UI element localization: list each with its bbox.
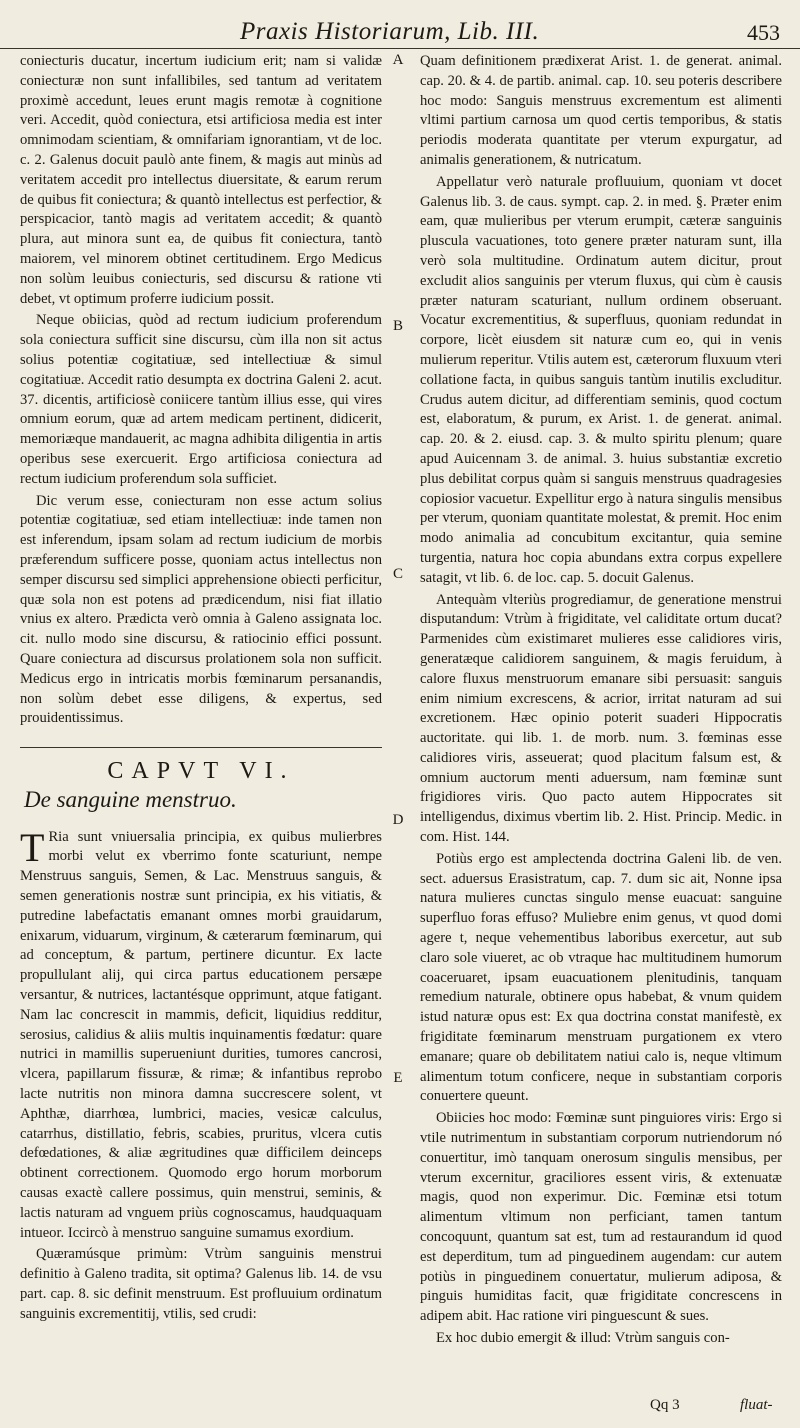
drop-cap: T xyxy=(20,824,45,870)
signature-mark: Qq 3 xyxy=(650,1397,680,1413)
chapter-subtitle: De sanguine menstruo. xyxy=(24,786,237,812)
margin-letter-e: E xyxy=(393,1070,403,1086)
section-divider xyxy=(20,747,382,748)
left-column xyxy=(20,52,382,1325)
page-header xyxy=(0,8,800,49)
paragraph: Antequàm vlteriùs progrediamur, de generatione menstrui disputandum: Vtrùm à frigiditate, vel caliditate ortum ducat? Parmenides cùm existimaret mulieres esse calidiores viris, generatæque calidiorem sanguinem, & magis feruidum, à calore fluxus menstruorum emanare sibi persuasit: sanguis enim nimium excrescens, & acrior, irritat naturam ad sui excretionem. Hæc opinio poterit suaderi Hippocratis auctoritate. qui lib. 1. de morb. num. 3. fœminas esse calidiores viris, asseuerat; quod placitum falsum est, & omnium auctorum menti aduersum, nam fœminæ sunt frigidiores viris. Quo pacto autem Hippocrates sit intelligendus, diximus vbertim lib. 2. Hist. Princip. Medic. in com. Hist. 144. xyxy=(420,591,782,846)
page-number: 453 xyxy=(747,20,780,45)
paragraph: Appellatur verò naturale profluuium, quoniam vt docet Galenus lib. 3. de caus. sympt. cap. 2. in med. §. Præter enim eam, quæ mulieribus per vterum erumpit, cæteræ sanguinis pluscula vacuationes, toto genere præter naturam sunt, illa verò sola multitudine. Ordinatum autem dicitur, prout excludit alios sanguinis per vterum fluxus, qui cùm è causis præter naturam scaturiant, nullum ordinem obseruant. Vocatur excrementitius, & superfluus, quoniam redundat in corpore, licèt eiusdem sit naturæ cum eo, qui in venis mulierum reperitur. Vtilis autem est, cæterorum fluxuum vteri collatione facta, in quibus sanguis tantùm inutilis excluditur. Crudus autem dicitur, ad differentiam seminis, quod coctum est, elaboratum, & purum, ex Arist. 1. de generat. animal. cap. 20. & 2. eiusd. cap. 3. & multo spiritu plenum; quare apud Auicennam 3. de animal. 3. huius substantiæ excretio plus debilitat corpus quàm si sanguis menstruus quadragesies copiosior vacuetur. Expellitur ergo à natura singulis mensibus per vterum, quoniam quantitate molestat, & premit. Hoc enim modo animalia ad concubitum excitantur, quia semine turgentia, natura hoc copia abundans extra corpus expellere satagit, vt lib. 6. de loc. cap. 5. docuit Galenus. xyxy=(420,173,782,586)
chapter-paragraph xyxy=(20,824,382,1244)
right-column xyxy=(420,52,782,1349)
margin-letter-d: D xyxy=(392,812,404,828)
running-title: Praxis Historiarum, Lib. III. xyxy=(240,18,540,45)
paragraph: Obiicies hoc modo: Fœminæ sunt pinguiores viris: Ergo si vtile nutrimentum in substantiam corporum nutriendorum nó conuertitur, imò tanquam onerosum singulis mensibus, per vterum excernitur, graciliores essent viris, & extenuatæ magis, quod non experimur. Dic. Fœminæ etsi totum alimentum vltimum non perficiant, tamen tantum concoquunt, quantum sat est, tum ad restaurandum id quod est deperditum, tum ad pinguedinem augendam: cur autem potiùs in pinguedinem conuertatur, mulierum adiposa, & pinguis humiditas facit, quæ frigiditate concrescens in adipem abit. Hac ratione viri pinguescunt & sues. xyxy=(420,1110,782,1325)
catchword: fluat- xyxy=(740,1397,773,1413)
chapter-paragraph: Quæramúsque primùm: Vtrùm sanguinis menstrui definitio à Galeno tradita, sit optima? Galenus lib. 14. de vsu part. cap. 8. sic definit menstruum. Est profluuium ordinatum sanguinis excrementitij, vtilis, sed crudi: xyxy=(20,1246,382,1322)
paragraph: Quam definitionem prædixerat Arist. 1. de generat. animal. cap. 20. & 4. de partib. animal. cap. 10. seu poteris describere hoc modo: Sanguis menstruus excrementum est alimenti vltimi partium carnosa um quod certis temporibus, & statis periodis moderata quantitate per vterum expurgatur, ad animalis generationem, & nutricatum. xyxy=(420,53,782,168)
paragraph: Neque obiicias, quòd ad rectum iudicium proferendum sola coniectura sufficit sine discursu, cùm illa non sit actus solius potentiæ cogitatiuæ, sed intellectiuæ & simul cogitatiuæ. Accedit ratio desumpta ex doctrina Galeni 2. acut. 37. dicentis, artificiosè coniicere tantùm illius esse, qui vires omnium eorum, quæ ad artem medicam pertinent, didicerit, memoriæque mandauerit, ac magna adhibita diligentia in artis operibus sese exercuerit. Ergo artificiosa coniectura ad rectum iudicium proferendum sola sufficiet. xyxy=(20,312,382,487)
chapter-heading: CAPVT VI. xyxy=(107,758,295,785)
paragraph: coniecturis ducatur, incertum iudicium erit; nam si validæ coniecturæ non sunt infallibiles, sed tantum ad veritatem proximè accedunt, leues erunt magis remotæ à cognitione veri. Accedit, quòd coniectura, etsi artificiosa media est inter omnimodam scientiam, & omnifariam ignorantiam, vt de loc. c. 2. Galenus docuit paulò ante finem, & magis aut minùs ad veritatem accedit pro intellectus diuersitate, & earum rerum de quibus fit coniectura; & quantò intellectus est perfectior, & perspicacior, tantò magis ad veritatem accedit; & quantò plura, aut minora sunt ea, de quibus fit coniectura, tantò maiorem, vel minorem obtinet certitudinem. Ergo Medicus non solùm leuibus coniecturis, sed discursu & ratione vti debet, vt optimum proferre iudicium possit. xyxy=(20,53,382,307)
paragraph: Dic verum esse, coniecturam non esse actum solius potentiæ cogitatiuæ, sed etiam intellectiuæ: inde tamen non est inferendum, ipsam solam ad rectum iudicium de morbis præferendum sufficere posse, quoniam actus intellectus non semper discursu sed simplici apprehensione obiecti perficitur, quæ sola non est potens ad prædicendum, nisi fiat illatio vnius ex altero. Prædicta verò omnia à Galeno assignata loc. cit. nullo modo sine discursu, & ratiocinio effici possunt. Quare coniectura ad discursus prolationem sola non sufficit. Medicus ergo in intricatis morbis fœminarum persanandis, non solùm debet esse diligens, & expertus, sed prouidentissimus. xyxy=(20,492,382,727)
chapter-paragraph-text: Ria sunt vniuersalia principia, ex quibus mulierbres morbi velut ex vberrimo fonte scaturiunt, nempe Menstruus sanguis, Semen, & Lac. Menstruus sanguis, & semen generationis nostræ sunt principia, ex his vitiatis, & putredine labefactatis emanant omnes morbi grauidarum, enixarum, viduarum, virginum, & cæterarum fœminarum, qui ad conceptum, & partum, pertinere dicuntur. Ex lacte propullulant alij, qui circa partus educationem persæpe versantur, & nutrices, lactantésque opprimunt, atque fatigant. Nam lac concrescit in mammis, deficit, liquidius redditur, serosius, calidius & aliis multis inquinamentis fœdatur: quare nutrici in mamillis superueniunt durities, tumores cancrosi, vlcera, papillarum fissuræ, & rimæ; & infantibus reprobo lacte nutritis non minora damna succrescere solent, vt Aphthæ, diarrhœa, lumbrici, macies, vesicæ calculus, catarrhus, distillatio, febris, scabies, pruritus, vlcera cutis defœdationes, & aliæ ægritudines quæ difficilem deinceps obtinent correctionem. Quomodo ergo horum morborum causas exactè callere possimus, quin menstrui, seminis, & lactis naturam ad vnguem priùs cognoscamus, haudquaquam intueor. Iccircò à menstruo sanguine sumamus exordium. xyxy=(20,828,382,1241)
paragraph: Ex hoc dubio emergit & illud: Vtrùm sanguis con- xyxy=(436,1330,730,1346)
margin-letter-a: A xyxy=(392,52,404,68)
margin-letter-b: B xyxy=(392,318,403,334)
margin-letter-c: C xyxy=(392,566,403,582)
paragraph: Potiùs ergo est amplectenda doctrina Galeni lib. de ven. sect. aduersus Erasistratum, cap. 7. dum sic ait, Nonne ipsa natura mulieres cunctas singulo mense euacuat: sanguine superfluo foras effuso? Muliebre enim genus, vt quod domi agere t, neque vehementibus laboribus exercetur, aut sub claro sole viueret, ac ob vtraque hac multitudinem humorum coaceruaret, ipsam euacuationem plenitudinis, tanquam remedium naturale, obtinere opus habebat, & vnum quidem istud naturæ opus est: Ex qua doctrina constat manifestè, ex frigiditate fœminarum menstruam purgationem ex vtero emanare; quare ob debilitatem natiui calo is, neque vltimum alimentum totum conficere, neque in substantiam corporis conuertere queunt. xyxy=(420,850,782,1105)
